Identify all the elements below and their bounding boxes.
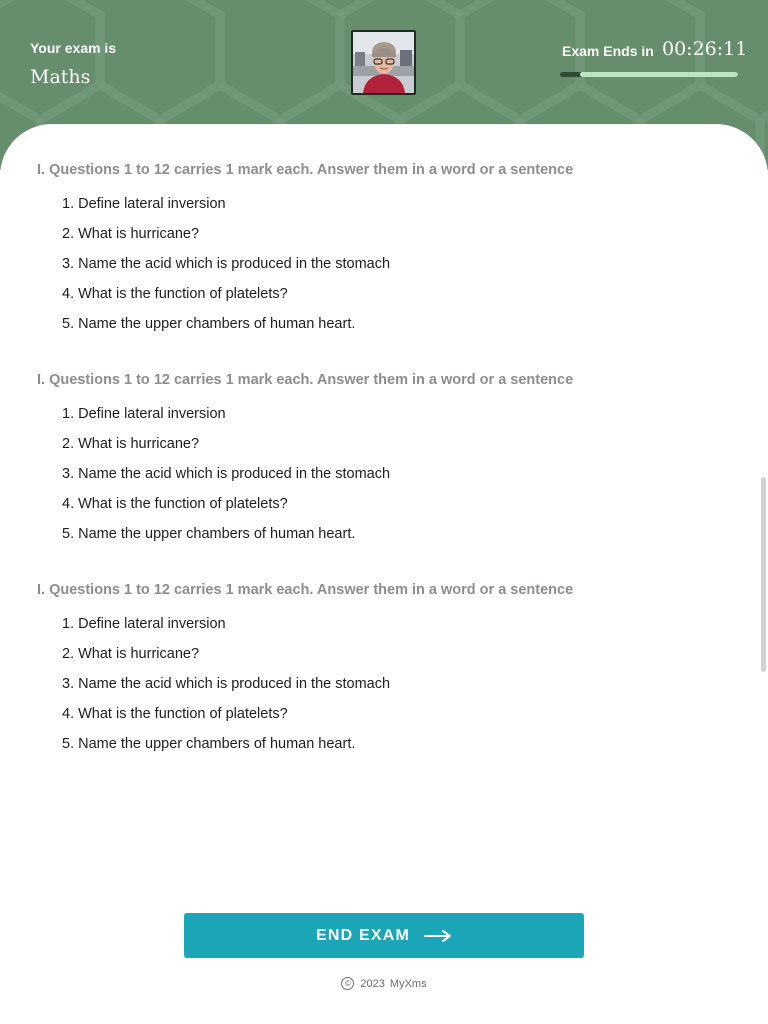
end-exam-label: END EXAM (315, 926, 411, 944)
question-item: 1. Define lateral inversion (62, 616, 226, 632)
section-title: I. Questions 1 to 12 carries 1 mark each. Answer them in a word or a sentence (37, 372, 574, 388)
question-item: 5. Name the upper chambers of human heart. (62, 526, 356, 542)
question-item: 1. Define lateral inversion (62, 406, 226, 422)
question-item: 5. Name the upper chambers of human heart. (62, 316, 356, 332)
timer-label: Exam Ends in (562, 43, 654, 59)
question-item: 3. Name the acid which is produced in the stomach (62, 676, 391, 692)
timer-progress-fill (580, 72, 738, 77)
timer-progress-track (560, 72, 738, 77)
question-item: 2. What is hurricane? (62, 226, 200, 242)
question-section (37, 160, 717, 344)
question-item: 5. Name the upper chambers of human heart. (62, 736, 356, 752)
footer-year: 2023 (360, 978, 385, 990)
question-item: 1. Define lateral inversion (62, 196, 226, 212)
footer-brand: MyXms (389, 978, 427, 990)
arrow-right-icon (424, 929, 452, 943)
user-webcam-photo-icon (353, 32, 414, 93)
copyright-icon: © (341, 977, 354, 990)
question-item: 4. What is the function of platelets? (62, 496, 288, 512)
scrollbar-thumb[interactable] (761, 477, 766, 672)
timer-value: 00:26:11 (662, 38, 748, 60)
question-panel (0, 124, 768, 1024)
section-title: I. Questions 1 to 12 carries 1 mark each. Answer them in a word or a sentence (37, 162, 574, 178)
footer (0, 976, 768, 992)
exam-label: Your exam is (30, 40, 117, 56)
section-title: I. Questions 1 to 12 carries 1 mark each. Answer them in a word or a sentence (37, 582, 574, 598)
end-exam-button[interactable] (184, 913, 584, 958)
exam-subject: Maths (30, 66, 91, 88)
question-item: 2. What is hurricane? (62, 646, 200, 662)
webcam-avatar (351, 30, 416, 95)
question-item: 2. What is hurricane? (62, 436, 200, 452)
question-item: 4. What is the function of platelets? (62, 706, 288, 722)
question-section (37, 580, 717, 764)
question-item: 3. Name the acid which is produced in the stomach (62, 466, 391, 482)
question-item: 3. Name the acid which is produced in the stomach (62, 256, 391, 272)
question-section (37, 370, 717, 554)
question-item: 4. What is the function of platelets? (62, 286, 288, 302)
